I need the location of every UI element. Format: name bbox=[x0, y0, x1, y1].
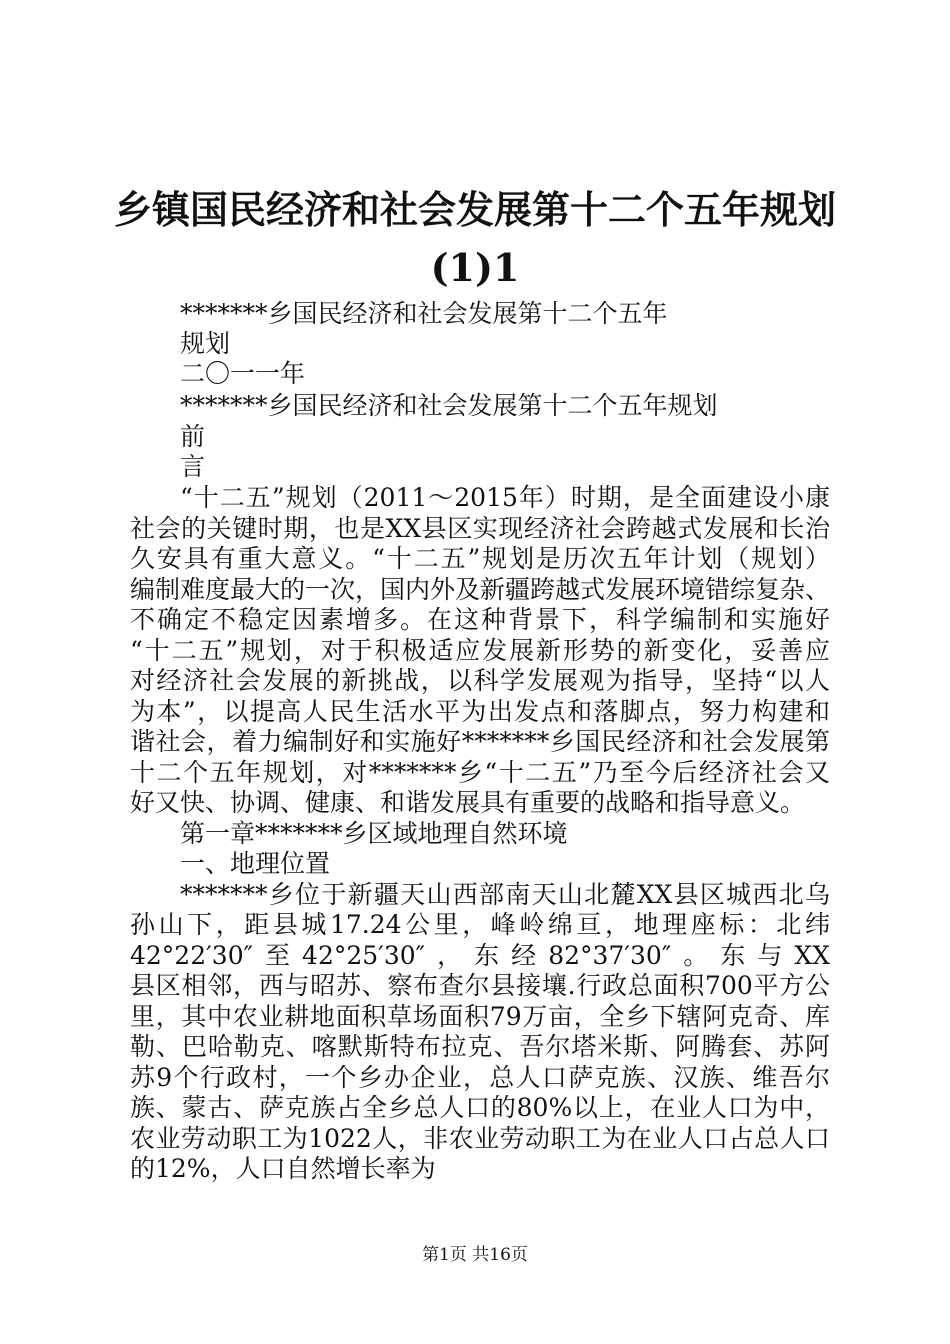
geo-line: 县区相邻，西与昭苏、察布查尔县接壤.行政总面积700平方公 bbox=[130, 971, 830, 1000]
document-title: 乡镇国民经济和社会发展第十二个五年规划 bbox=[113, 187, 836, 232]
preface-line: 对经济社会发展的新挑战，以科学发展观为指导，坚持“以人 bbox=[130, 666, 830, 695]
geo-line: 孙山下，距县城17.24公里，峰岭绵亘，地理座标：北纬 bbox=[130, 910, 830, 939]
geo-line: 苏9个行政村，一个乡办企业，总人口萨克族、汉族、维吾尔 bbox=[130, 1063, 830, 1092]
chapter-heading: 第一章*******乡区域地理自然环境 bbox=[180, 819, 568, 848]
cover-title-line-1: *******乡国民经济和社会发展第十二个五年 bbox=[180, 299, 668, 328]
geo-line: 农业劳动职工为1022人，非农业劳动职工为在业人口占总人口 bbox=[130, 1124, 830, 1153]
geo-line: *******乡位于新疆天山西部南天山北麓XX县区城西北乌 bbox=[180, 880, 830, 909]
preface-line: 社会的关键时期，也是XX县区实现经济社会跨越式发展和长治 bbox=[130, 514, 830, 543]
preface-line: “十二五”规划，对于积极适应发展新形势的新变化，妥善应 bbox=[130, 636, 830, 665]
preface-line: 谐社会，着力编制好和实施好*******乡国民经济和社会发展第 bbox=[130, 727, 830, 756]
cover-subtitle: *******乡国民经济和社会发展第十二个五年规划 bbox=[180, 391, 718, 420]
preface-heading-char-2: 言 bbox=[180, 452, 206, 481]
preface-line: 好又快、协调、健康、和谐发展具有重要的战略和指导意义。 bbox=[130, 788, 806, 817]
geo-line: 里，其中农业耕地面积草场面积79万亩，全乡下辖阿克奇、库 bbox=[130, 1002, 830, 1031]
preface-line: 十二个五年规划，对*******乡“十二五”乃至今后经济社会又 bbox=[130, 758, 830, 787]
geo-line: 族、蒙古、萨克族占全乡总人口的80%以上，在业人口为中， bbox=[130, 1093, 830, 1122]
preface-line: 编制难度最大的一次，国内外及新疆跨越式发展环境错综复杂、 bbox=[130, 575, 831, 604]
geo-line: 的12%，人口自然增长率为 bbox=[130, 1154, 436, 1183]
cover-date: 二〇一一年 bbox=[180, 359, 306, 388]
preface-heading-char-1: 前 bbox=[180, 422, 206, 451]
section-heading: 一、地理位置 bbox=[180, 849, 331, 878]
preface-line: 为本”，以提高人民生活水平为出发点和落脚点，努力构建和 bbox=[130, 697, 830, 726]
preface-line: “十二五”规划（2011～2015年）时期，是全面建设小康 bbox=[180, 483, 830, 512]
cover-title-line-2: 规划 bbox=[180, 329, 231, 358]
preface-line: 不确定不稳定因素增多。在这种背景下，科学编制和实施好 bbox=[130, 605, 830, 634]
page-footer: 第1页 共16页 bbox=[422, 1245, 528, 1265]
document-title-suffix: (1)1 bbox=[430, 245, 520, 290]
geo-line: 42°22′30″至42°25′30″，东经82°37′30″。东与XX bbox=[130, 941, 830, 970]
geo-line: 勒、巴哈勒克、喀默斯特布拉克、吾尔塔米斯、阿腾套、苏阿 bbox=[130, 1032, 830, 1061]
preface-line: 久安具有重大意义。“十二五”规划是历次五年计划（规划） bbox=[130, 544, 830, 573]
